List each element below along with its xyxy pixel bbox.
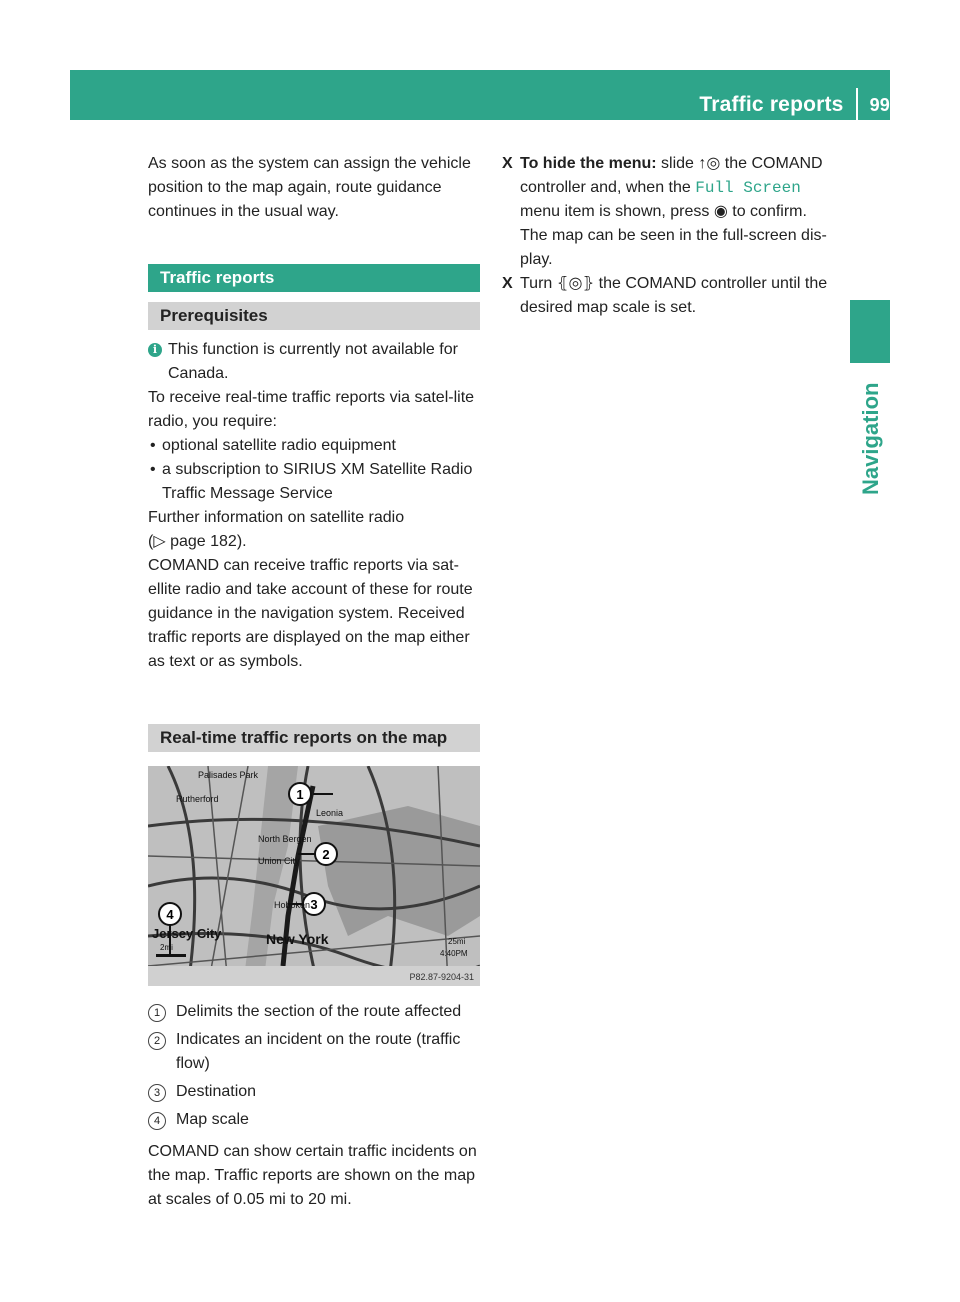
subsection-heading-prerequisites: Prerequisites [148,302,480,330]
further-info: Further information on satellite radio [148,509,405,526]
map-time: 4:40PM [440,949,468,958]
page-title: Traffic reports [699,93,844,116]
map-marker-label: 1 [296,787,304,802]
instruction-step [502,152,834,272]
map-scale-right: 25mi [448,937,466,946]
callout-item [148,1080,480,1104]
callout-number: 2 [148,1032,166,1050]
left-column [148,152,480,1212]
info-note-text: This function is currently not available for Canada. [168,341,458,382]
callout-text: Map scale [176,1111,249,1128]
map-place-label: Hoboken [274,900,311,910]
map-place-label: Jersey City [152,926,222,941]
map-place-label: Palisades Park [198,770,259,780]
bullet-icon: • [150,461,156,478]
list-item [148,458,480,506]
map-place-label: New York [266,931,329,947]
closing-paragraph: COMAND can show certain traffic incidents on the map. Traffic reports are shown on the map at scales of 0.05 mi to 20 mi. [148,1143,477,1208]
map-graphic [148,766,480,986]
callout-number: 4 [148,1112,166,1130]
step-text: menu item is shown, press ◉ to confirm. [520,203,807,220]
callout-text: Delimits the section of the route affected [176,1003,462,1020]
side-tab [850,300,890,363]
header [699,88,890,122]
map-marker-label: 4 [166,907,174,922]
callout-item [148,1000,480,1024]
intro-paragraph: As soon as the system can assign the vehicle position to the map again, route guidance continues in the usual way. [148,155,471,220]
map-image-code: P82.87-9204-31 [409,972,474,982]
subsection-heading-map: Real-time traffic reports on the map [148,724,480,752]
callout-text: Indicates an incident on the route (traffic flow) [176,1031,461,1072]
menu-item-full-screen: Full Screen [695,179,801,197]
map-place-label: Leonia [316,808,344,818]
callout-number: 1 [148,1004,166,1022]
map-marker-label: 3 [310,897,318,912]
list-item-text: a subscription to SIRIUS XM Satellite Radio Traffic Message Service [162,461,473,502]
right-column [502,152,834,320]
step-marker-icon: X [502,275,513,292]
step-text: slide ↑◎ the COMAND controller and, when the [520,155,823,196]
traffic-map-image [148,766,480,986]
map-marker-label: 2 [322,847,330,862]
callout-item [148,1028,480,1076]
step-text: Turn ⦃◎⦄ the COMAND controller until the desired map scale is set. [520,275,828,316]
bullet-icon: • [150,437,156,454]
callout-number: 3 [148,1084,166,1102]
info-note [148,338,480,386]
side-section-label: Navigation [858,382,883,495]
section-heading-traffic-reports: Traffic reports [148,264,480,292]
map-scale-left: 2mi [160,943,173,952]
callout-text: Destination [176,1083,257,1100]
info-icon: i [148,343,162,357]
instruction-step [502,272,834,320]
list-item [148,434,480,458]
comand-paragraph: COMAND can receive traffic reports via sat-ellite radio and take account of these for route guidance in the navigation system. Received traffic reports are displayed on the map either as text or as symbols. [148,557,473,670]
require-intro: To receive real-time traffic reports via satel-lite radio, you require: [148,389,475,430]
page-reference-link[interactable]: (▷ page 182). [148,533,247,550]
header-divider [856,88,858,122]
page-number: 99 [869,94,890,115]
step-text: The map can be seen in the full-screen dis-play. [520,227,827,268]
map-place-label: Rutherford [176,794,219,804]
step-marker-icon: X [502,155,513,172]
map-place-label: Union City [258,856,300,866]
callout-item [148,1108,480,1132]
list-item-text: optional satellite radio equipment [162,437,396,454]
map-place-label: North Bergen [258,834,312,844]
step-heading: To hide the menu: [520,155,657,172]
